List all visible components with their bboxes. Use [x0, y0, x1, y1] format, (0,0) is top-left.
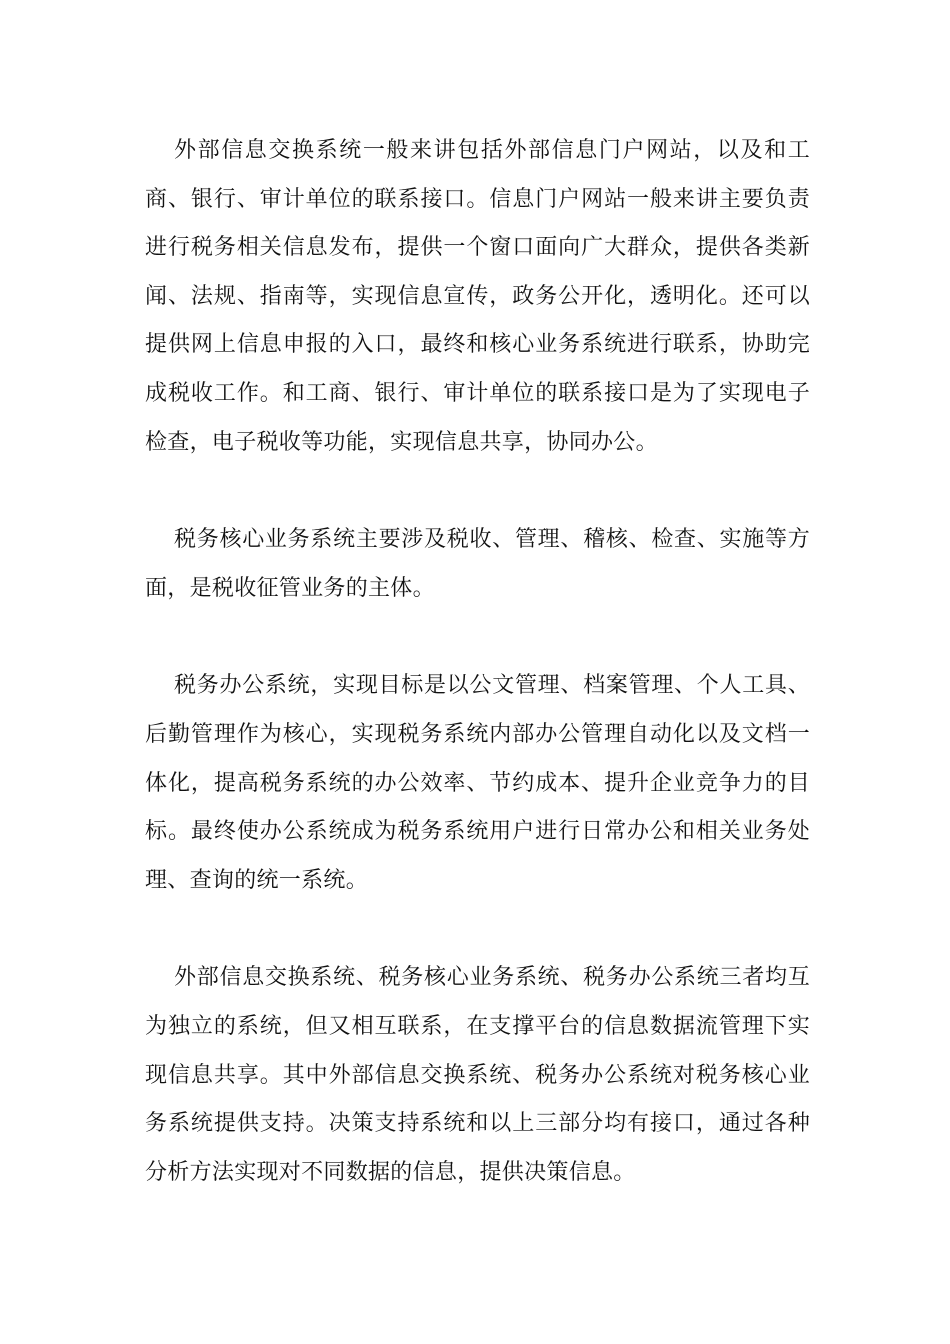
paragraph-office-system: 税务办公系统，实现目标是以公文管理、档案管理、个人工具、后勤管理作为核心，实现税务系统内部办公管理自动化以及文档一体化，提高税务系统的办公效率、节约成本、提升企业竞争力的目标。最终使办公系统成为税务系统用户进行日常办公和相关业务处理、查询的统一系统。: [145, 673, 810, 893]
document-body: [145, 127, 810, 1246]
paragraph-core-business-system: 税务核心业务系统主要涉及税收、管理、稽核、检查、实施等方面，是税收征管业务的主体。: [145, 527, 810, 601]
paragraph-external-info-exchange: 外部信息交换系统一般来讲包括外部信息门户网站，以及和工商、银行、审计单位的联系接口。信息门户网站一般来讲主要负责进行税务相关信息发布，提供一个窗口面向广大群众，提供各类新闻、法规、指南等，实现信息宣传，政务公开化，透明化。还可以提供网上信息申报的入口，最终和核心业务系统进行联系，协助完成税收工作。和工商、银行、审计单位的联系接口是为了实现电子检查，电子税收等功能，实现信息共享，协同办公。: [145, 138, 810, 455]
paragraph-system-relationships: 外部信息交换系统、税务核心业务系统、税务办公系统三者均互为独立的系统，但又相互联系，在支撑平台的信息数据流管理下实现信息共享。其中外部信息交换系统、税务办公系统对税务核心业务系统提供支持。决策支持系统和以上三部分均有接口，通过各种分析方法实现对不同数据的信息，提供决策信息。: [145, 965, 810, 1185]
